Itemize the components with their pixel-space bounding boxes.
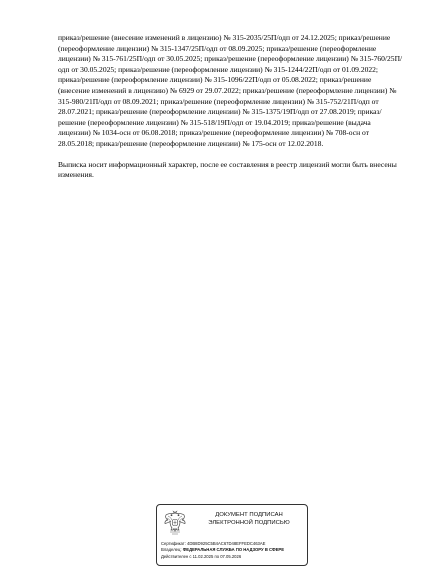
- stamp-title: [191, 511, 307, 527]
- electronic-signature-stamp: [156, 504, 308, 566]
- orders-paragraph: приказ/решение (внесение изменений в лицензию) № 315-2035/25П/одп от 24.12.2025; приказ/решение (переоформление лицензии) № 315-1347/25П/одп от 08.09.2025; приказ/решение (переоформление лицензии) № 315-761/25П/одп от 30.05.2025; приказ/решение (переоформление лицензии) № 315-760/25П/одп от 30.05.2025; приказ/решение (переоформление лицензии) № 315-1244/22П/одп от 01.09.2022; приказ/решение (переоформление лицензии) № 315-1096/22П/одп от 05.08.2022; приказ/решение (внесение изменений в лицензию) № 6929 от 29.07.2022; приказ/решение (переоформление лицензии) № 315-980/21П/одп от 08.09.2021; приказ/решение (переоформление лицензии) № 315-752/21П/одп от 28.07.2021; приказ/решение (переоформление лицензии) № 315-1375/19П/одп от 27.08.2019; приказ/решение (переоформление лицензии) № 315-518/19П/одп от 19.04.2019; приказ/решение (выдача лицензии) № 1034-осн от 06.08.2018; приказ/решение (переоформление лицензии) № 708-осн от 28.05.2018; приказ/решение (переоформление лицензии) № 175-осн от 12.02.2018.: [58, 33, 403, 148]
- certificate-validity: Действителен с 11.02.2025 по 07.05.2026: [161, 553, 242, 559]
- certificate-details: [161, 541, 308, 560]
- disclaimer-note: Выписка носит информационный характер, после ее составления в реестр лицензий могли быть внесены изменения.: [58, 159, 397, 180]
- coat-of-arms-icon: [162, 509, 188, 537]
- license-extract-text: [58, 33, 403, 181]
- owner-name: ФЕДЕРАЛЬНАЯ СЛУЖБА ПО НАДЗОРУ В СФЕРЕ: [182, 547, 284, 553]
- stamp-title-line-2: ЭЛЕКТРОННОЙ ПОДПИСЬЮ: [208, 520, 290, 526]
- certificate-number: Сертификат: 4DB8D925C5B4AC67D48EFFEDC463AE: [161, 541, 266, 546]
- owner-label: Владелец:: [161, 547, 182, 553]
- stamp-title-line-1: ДОКУМЕНТ ПОДПИСАН: [215, 512, 283, 518]
